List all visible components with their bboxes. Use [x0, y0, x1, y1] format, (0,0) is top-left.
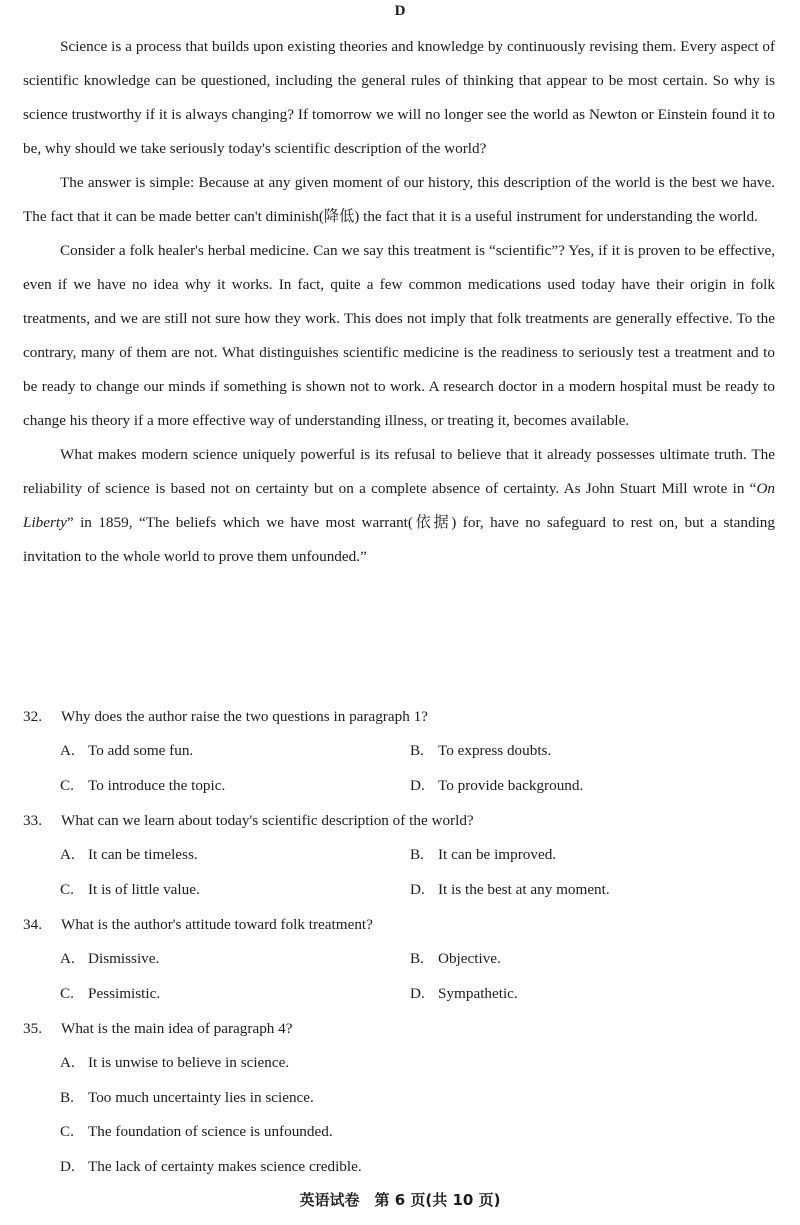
option-text: Pessimistic. — [88, 984, 161, 1002]
option-text: It is of little value. — [88, 880, 200, 898]
question-35 — [23, 1012, 778, 1184]
option-text: To provide background. — [438, 776, 584, 794]
option-letter: A. — [60, 742, 75, 759]
option-text: The foundation of science is unfounded. — [88, 1123, 333, 1140]
question-number: 32. — [23, 708, 42, 725]
option-c[interactable] — [60, 977, 410, 1012]
option-text: It can be improved. — [438, 846, 557, 863]
question-text: What can we learn about today's scientific description of the world? — [61, 812, 474, 829]
option-text: It can be timeless. — [88, 846, 198, 863]
option-letter: A. — [60, 1054, 75, 1071]
reading-passage — [23, 30, 775, 574]
answer-options — [23, 734, 778, 803]
question-stem — [23, 1012, 778, 1046]
option-d[interactable] — [410, 977, 760, 1012]
question-number: 33. — [23, 812, 42, 829]
option-text: Too much uncertainty lies in science. — [88, 1088, 314, 1106]
question-stem — [23, 700, 778, 734]
option-a[interactable] — [60, 838, 410, 873]
option-text: It is the best at any moment. — [438, 880, 610, 898]
passage-paragraph-1: Science is a process that builds upon existing theories and knowledge by continuously revising them. Every aspect of scientific knowledge can be questioned, including the general rules of thinking that appear to be most certain. So why is science trustworthy if it is always changing? If tomorrow we will no longer see the world as Newton or Einstein found it to be, why should we take seriously today's scientific description of the world? — [23, 38, 775, 157]
option-b[interactable] — [410, 734, 760, 769]
option-c[interactable] — [60, 769, 410, 804]
question-stem — [23, 908, 778, 942]
option-text: To express doubts. — [438, 742, 552, 759]
option-letter: D. — [410, 984, 425, 1002]
question-number: 35. — [23, 1020, 42, 1037]
answer-options — [23, 1046, 778, 1184]
option-letter: D. — [410, 776, 425, 794]
option-b[interactable] — [410, 838, 760, 873]
passage-paragraph-3: Consider a folk healer's herbal medicine. Can we say this treatment is “scientific”? Yes, if it is proven to be effective, even if we have no idea why it works. In fact, quite a few common medications used today have their origin in folk treatments, and we are still not sure how they work. This does not imply that folk treatments are generally effective. To the contrary, many of them are not. What distinguishes scientific medicine is the readiness to seriously test a treatment and to be ready to change our minds if something is shown not to work. A research doctor in a modern hospital must be ready to change his theory if a more effective way of understanding illness, or treating it, becomes available. — [23, 242, 775, 429]
option-letter: A. — [60, 846, 75, 863]
section-heading: D — [394, 3, 406, 19]
option-d[interactable] — [410, 873, 760, 908]
question-text: What is the author's attitude toward folk treatment? — [61, 916, 373, 933]
option-text: It is unwise to believe in science. — [88, 1054, 290, 1071]
answer-options — [23, 942, 778, 1011]
option-letter: C. — [60, 984, 74, 1002]
option-c[interactable] — [60, 873, 410, 908]
answer-options — [23, 838, 778, 907]
option-text: The lack of certainty makes science credible. — [88, 1157, 362, 1175]
option-d[interactable] — [60, 1150, 760, 1185]
option-letter: C. — [60, 1123, 74, 1140]
paragraph-4-text-start: What makes modern science uniquely powerful is its refusal to believe that it already possesses ultimate truth. The reliability of science is based not on certainty but on a complete absence of certainty. As John Stuart Mill wrote in “ — [23, 446, 775, 497]
question-text: Why does the author raise the two questions in paragraph 1? — [61, 708, 428, 725]
question-32 — [23, 700, 778, 803]
option-letter: B. — [410, 846, 424, 863]
option-letter: D. — [60, 1157, 75, 1175]
question-stem — [23, 804, 778, 838]
option-text: Dismissive. — [88, 950, 160, 967]
option-b[interactable] — [60, 1081, 760, 1116]
option-d[interactable] — [410, 769, 760, 804]
option-a[interactable] — [60, 1046, 760, 1081]
option-text: To introduce the topic. — [88, 776, 226, 794]
option-letter: D. — [410, 880, 425, 898]
option-text: Sympathetic. — [438, 984, 518, 1002]
question-text: What is the main idea of paragraph 4? — [61, 1020, 293, 1037]
option-a[interactable] — [60, 942, 410, 977]
question-number: 34. — [23, 916, 42, 933]
book-title: On Liberty — [23, 480, 775, 531]
option-letter: B. — [410, 742, 424, 759]
option-a[interactable] — [60, 734, 410, 769]
option-letter: B. — [60, 1088, 74, 1106]
option-c[interactable] — [60, 1115, 760, 1150]
passage-paragraph-2: The answer is simple: Because at any given moment of our history, this description of the world is the best we have. The fact that it can be made better can't diminish(降低) the fact that it is a useful instrument for understanding the world. — [23, 174, 775, 225]
page-footer: 英语试卷 第 6 页(共 10 页) — [299, 1191, 501, 1209]
option-text: Objective. — [438, 950, 501, 967]
question-34 — [23, 908, 778, 1011]
option-letter: C. — [60, 880, 74, 898]
option-letter: A. — [60, 950, 75, 967]
option-letter: C. — [60, 776, 74, 794]
option-letter: B. — [410, 950, 424, 967]
paragraph-4-text-end: ” in 1859, “The beliefs which we have most warrant(依据) for, have no safeguard to rest on, but a standing invitation to the whole world to prove them unfounded.” — [23, 514, 775, 565]
option-text: To add some fun. — [88, 742, 194, 759]
passage-paragraph-4 — [23, 438, 775, 574]
question-33 — [23, 804, 778, 907]
option-b[interactable] — [410, 942, 760, 977]
